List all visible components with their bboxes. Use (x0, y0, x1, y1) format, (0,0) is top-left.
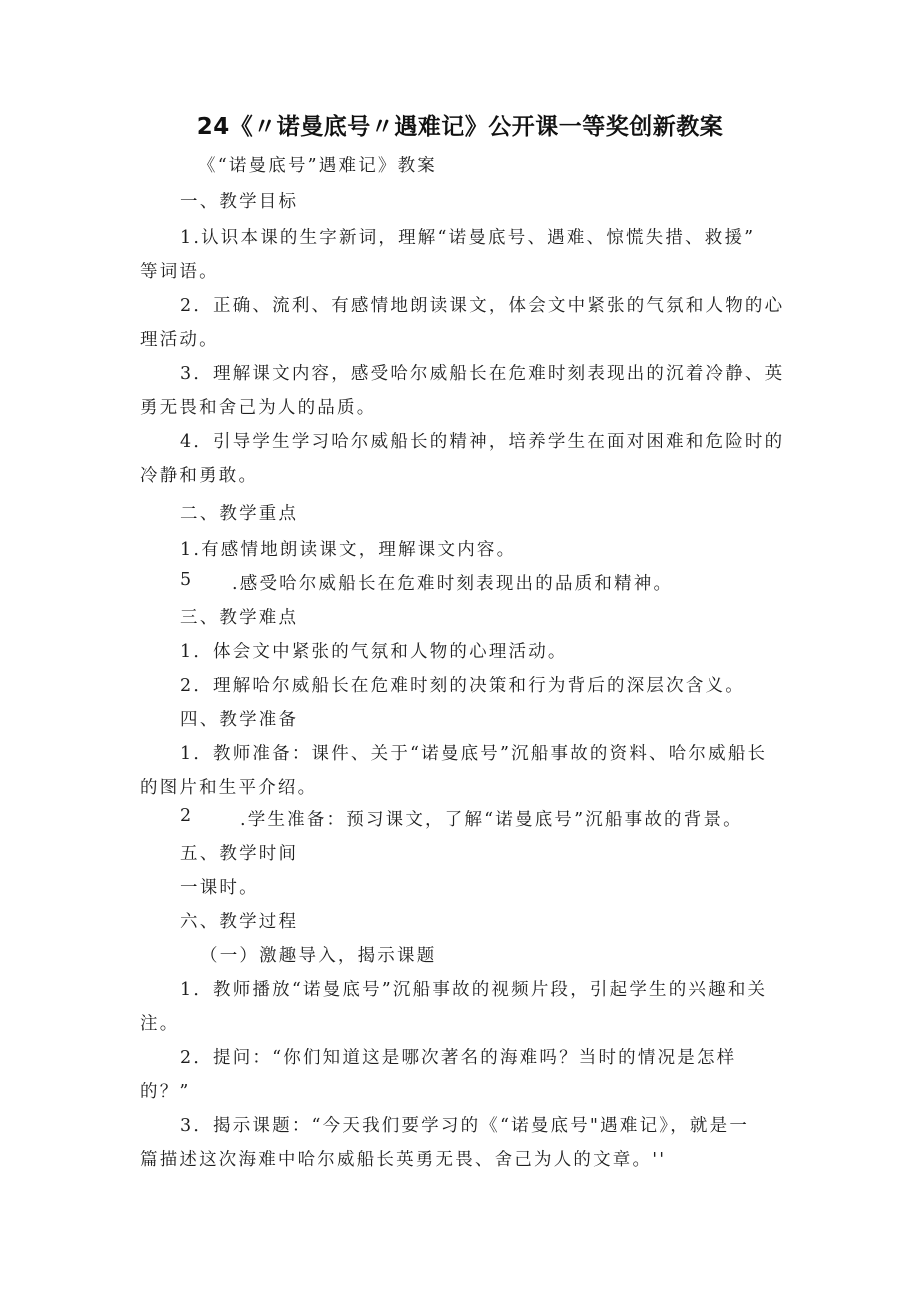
paragraph-line: 2．正确、流利、有感情地朗读课文，体会文中紧张的气氛和人物的心 (180, 296, 785, 316)
paragraph-line: 勇无畏和舍己为人的品质。 (140, 398, 377, 418)
paragraph-line: 一课时。 (180, 878, 259, 898)
paragraph-line: 4．引导学生学习哈尔威船长的精神，培养学生在面对困难和危险时的 (180, 432, 785, 452)
paragraph-line: 3．理解课文内容，感受哈尔威船长在危难时刻表现出的沉着冷静、英 (180, 364, 785, 384)
list-number: 5 (180, 570, 194, 590)
paragraph-line: 1．体会文中紧张的气氛和人物的心理活动。 (180, 642, 568, 662)
paragraph-line: 冷静和勇敢。 (140, 466, 259, 486)
paragraph-line: 的图片和生平介绍。 (140, 778, 318, 798)
paragraph-line: 3．揭示课题：“今天我们要学习的《“诺曼底号"遇难记》，就是一 (180, 1116, 750, 1136)
paragraph-line: 的？” (140, 1082, 191, 1102)
section-heading: 二、教学重点 (180, 504, 299, 524)
paragraph-line: .感受哈尔威船长在危难时刻表现出的品质和精神。 (232, 574, 674, 594)
section-heading: 六、教学过程 (180, 912, 299, 932)
paragraph-line: 篇描述这次海难中哈尔威船长英勇无畏、舍己为人的文章。'' (140, 1150, 667, 1170)
paragraph-line: 1.认识本课的生字新词，理解“诺曼底号、遇难、惊慌失措、救援” (180, 228, 756, 248)
paragraph-line: 1.有感情地朗读课文，理解课文内容。 (180, 540, 517, 560)
paragraph-line: 注。 (140, 1014, 180, 1034)
paragraph-line: 理活动。 (140, 330, 219, 350)
section-heading: 四、教学准备 (180, 710, 299, 730)
section-heading: 五、教学时间 (180, 844, 299, 864)
paragraph-line: 1．教师准备：课件、关于“诺曼底号”沉船事故的资料、哈尔威船长 (180, 744, 768, 764)
paragraph-line: 1．教师播放“诺曼底号”沉船事故的视频片段，引起学生的兴趣和关 (180, 980, 768, 1000)
paragraph-line: 2．提问：“你们知道这是哪次著名的海难吗？当时的情况是怎样 (180, 1048, 737, 1068)
document-title: 24《〃诺曼底号〃遇难记》公开课一等奖创新教案 (196, 114, 724, 140)
paragraph-line: 2．理解哈尔威船长在危难时刻的决策和行为背后的深层次含义。 (180, 676, 745, 696)
section-heading: 一、教学目标 (180, 192, 299, 212)
document-subtitle: 《“诺曼底号”遇难记》教案 (198, 156, 437, 176)
paragraph-line: 等词语。 (140, 262, 219, 282)
subsection-heading: （一）激趣导入，揭示课题 (200, 946, 437, 966)
list-number: 2 (180, 806, 194, 826)
paragraph-line: .学生准备：预习课文，了解“诺曼底号”沉船事故的背景。 (240, 810, 743, 830)
section-heading: 三、教学难点 (180, 608, 299, 628)
